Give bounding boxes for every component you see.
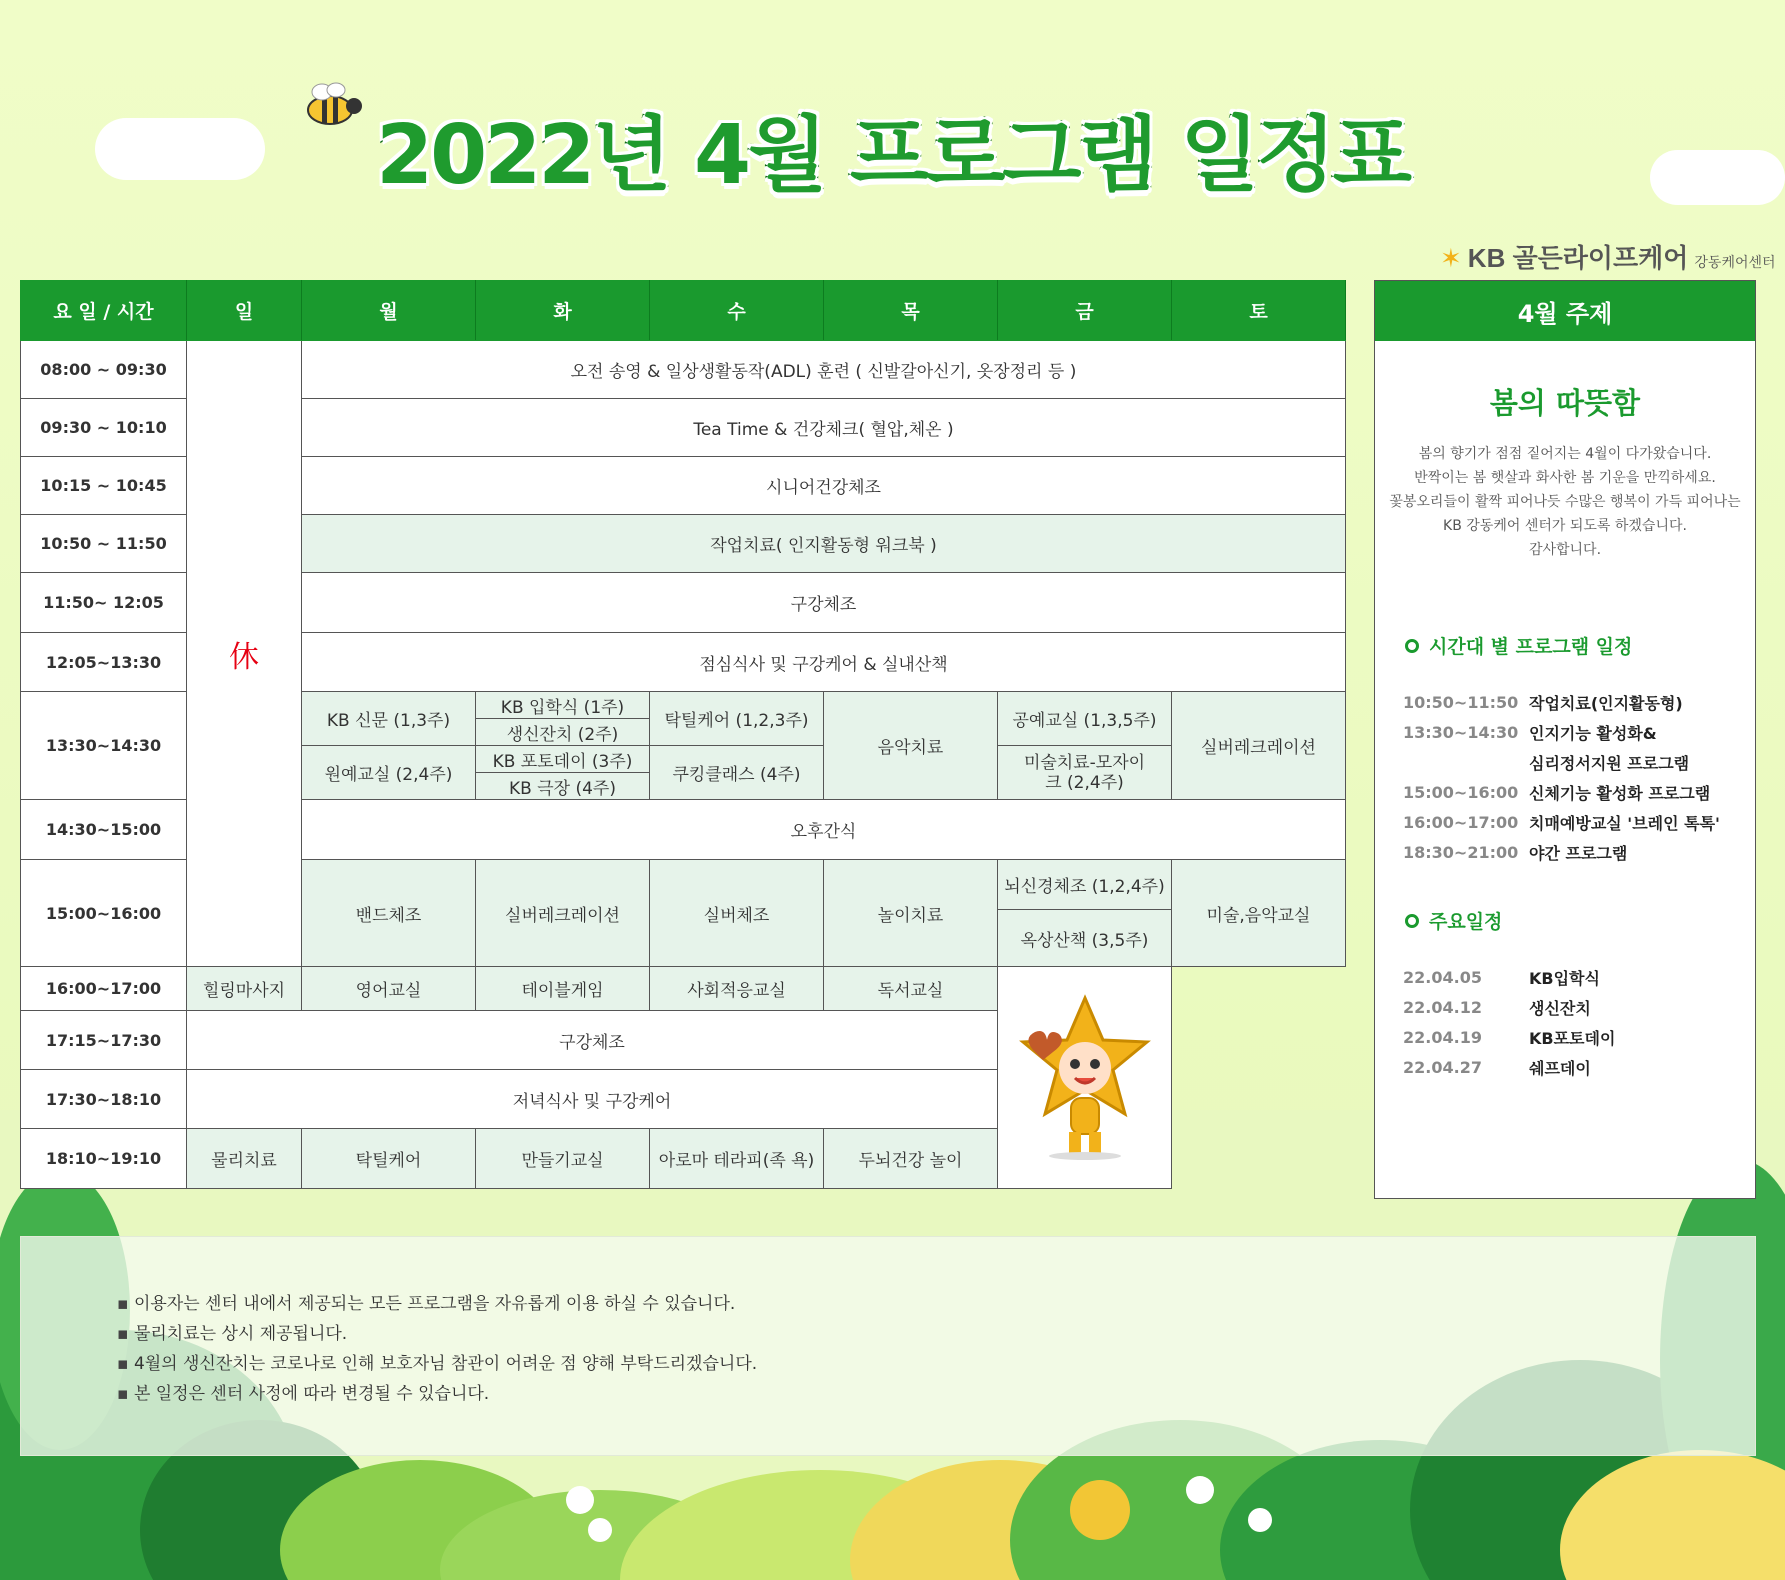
program-cell: 탁틸케어 (1,2,3주) <box>650 692 824 746</box>
program-cell: 영어교실 <box>302 967 476 1011</box>
notice-item: ▪ 4월의 생신잔치는 코로나로 인해 보호자님 참관이 어려운 점 양해 부탁드리겠습니다. <box>117 1349 1755 1379</box>
program-cell: 작업치료( 인지활동형 워크북 ) <box>302 515 1346 573</box>
events-heading-text: 주요일정 <box>1429 911 1503 933</box>
program-cell: 실버체조 <box>650 860 824 967</box>
circle-bullet-icon <box>1405 914 1419 928</box>
timeline-program: 신체기능 활성화 프로그램 <box>1529 783 1711 803</box>
table-row <box>21 341 1346 399</box>
program-cell: 음악치료 <box>824 692 998 800</box>
program-cell: KB 신문 (1,3주) <box>302 692 476 746</box>
program-cell: 아로마 테라피(족 욕) <box>650 1129 824 1189</box>
program-cell: 힐링마사지 <box>187 967 302 1011</box>
title-area <box>0 90 1785 207</box>
time-cell: 09:30 ~ 10:10 <box>21 399 187 457</box>
message-line: 반짝이는 봄 햇살과 화사한 봄 기운을 만끽하세요. <box>1414 470 1716 486</box>
kb-star-mascot-icon <box>1015 990 1155 1160</box>
event-date: 22.04.05 <box>1403 967 1482 987</box>
program-cell: Tea Time & 건강체크( 혈압,체온 ) <box>302 399 1346 457</box>
header-wed: 수 <box>650 281 824 341</box>
table-row <box>21 967 1346 1011</box>
panel-header: 4월 주제 <box>1375 281 1755 341</box>
message-line: 꽃봉오리들이 활짝 피어나듯 수많은 행복이 가득 피어나는 <box>1389 494 1741 510</box>
program-cell: 실버레크레이션 <box>476 860 650 967</box>
program-cell: 생신잔치 (2주) <box>476 719 650 746</box>
time-cell: 10:50 ~ 11:50 <box>21 515 187 573</box>
sunday-rest: 休 <box>187 341 302 967</box>
header-sun: 일 <box>187 281 302 341</box>
time-cell: 17:15~17:30 <box>21 1011 187 1070</box>
time-cell: 17:30~18:10 <box>21 1070 187 1129</box>
list-item <box>1403 992 1615 1022</box>
list-item <box>1403 807 1720 837</box>
list-item <box>1403 717 1720 747</box>
program-cell: 실버레크레이션 <box>1172 692 1346 800</box>
header-tue: 화 <box>476 281 650 341</box>
star-logo-icon: ✶ <box>1440 244 1462 274</box>
notice-list <box>21 1237 1755 1409</box>
brand-logo <box>1440 238 1776 275</box>
program-cell: 물리치료 <box>187 1129 302 1189</box>
header-mon: 월 <box>302 281 476 341</box>
time-cell: 11:50~ 12:05 <box>21 573 187 633</box>
timeline-time: 13:30~14:30 <box>1403 722 1519 742</box>
brand-sub: 강동케어센터 <box>1694 255 1776 271</box>
brand-name: KB 골든라이프케어 <box>1467 243 1689 273</box>
timeline-program: 작업치료(인지활동형) <box>1529 693 1683 713</box>
event-name: 쉐프데이 <box>1529 1058 1591 1078</box>
event-date: 22.04.27 <box>1403 1057 1482 1077</box>
message-line: KB 강동케어 센터가 되도록 하겠습니다. <box>1443 518 1687 534</box>
list-item <box>1403 777 1720 807</box>
program-cell: 만들기교실 <box>476 1129 650 1189</box>
program-cell: 원예교실 (2,4주) <box>302 746 476 800</box>
event-date: 22.04.12 <box>1403 997 1482 1017</box>
list-item <box>1403 1052 1615 1082</box>
program-cell: 밴드체조 <box>302 860 476 967</box>
list-item <box>1403 747 1720 777</box>
timeline-program: 인지기능 활성화& <box>1529 723 1657 743</box>
timeline-program: 치매예방교실 '브레인 톡톡' <box>1529 813 1720 833</box>
program-cell: 사회적응교실 <box>650 967 824 1011</box>
event-name: KB포토데이 <box>1529 1028 1616 1048</box>
timeline-time: 15:00~16:00 <box>1403 782 1519 802</box>
timeline-time: 18:30~21:00 <box>1403 842 1519 862</box>
list-item <box>1403 1022 1615 1052</box>
header-thu: 목 <box>824 281 998 341</box>
event-name: KB입학식 <box>1529 968 1600 988</box>
timeline-time: 10:50~11:50 <box>1403 692 1519 712</box>
program-cell: KB 극장 (4주) <box>476 773 650 800</box>
event-name: 생신잔치 <box>1529 998 1591 1018</box>
circle-bullet-icon <box>1405 639 1419 653</box>
theme-message <box>1375 442 1755 562</box>
program-cell: 놀이치료 <box>824 860 998 967</box>
mascot-cell <box>998 967 1172 1189</box>
notice-item: ▪ 이용자는 센터 내에서 제공되는 모든 프로그램을 자유롭게 이용 하실 수 있습니다. <box>117 1289 1755 1319</box>
notice-item: ▪ 물리치료는 상시 제공됩니다. <box>117 1319 1755 1349</box>
time-cell: 16:00~17:00 <box>21 967 187 1011</box>
program-cell: 미술치료-모자이크 (2,4주) <box>998 746 1172 800</box>
time-cell: 13:30~14:30 <box>21 692 187 800</box>
program-cell: 테이블게임 <box>476 967 650 1011</box>
schedule-table <box>20 280 1346 1189</box>
program-cell: 저녁식사 및 구강케어 <box>187 1070 998 1129</box>
page-title: 2022년 4월 프로그램 일정표 <box>376 108 1409 203</box>
program-cell: 공예교실 (1,3,5주) <box>998 692 1172 746</box>
program-cell: 구강체조 <box>187 1011 998 1070</box>
events-heading <box>1405 907 1755 934</box>
program-cell: 미술,음악교실 <box>1172 860 1346 967</box>
header-time: 요 일 / 시간 <box>21 281 187 341</box>
time-cell: 08:00 ~ 09:30 <box>21 341 187 399</box>
timeline-heading-text: 시간대 별 프로그램 일정 <box>1429 636 1633 658</box>
event-date: 22.04.19 <box>1403 1027 1482 1047</box>
message-line: 감사합니다. <box>1528 542 1602 558</box>
program-cell: 두뇌건강 놀이 <box>824 1129 998 1189</box>
time-cell: 15:00~16:00 <box>21 860 187 967</box>
theme-title: 봄의 따뜻함 <box>1489 386 1641 420</box>
timeline-list <box>1403 687 1720 867</box>
program-cell: KB 입학식 (1주) <box>476 692 650 719</box>
list-item <box>1403 837 1720 867</box>
time-cell: 14:30~15:00 <box>21 800 187 860</box>
program-cell: 뇌신경체조 (1,2,4주) <box>998 860 1172 910</box>
time-cell: 10:15 ~ 10:45 <box>21 457 187 515</box>
header-sat: 토 <box>1172 281 1346 341</box>
message-line: 봄의 향기가 점점 짙어지는 4월이 다가왔습니다. <box>1418 446 1712 462</box>
header-row <box>21 281 1346 341</box>
events-list <box>1403 962 1615 1082</box>
timeline-heading <box>1405 632 1755 659</box>
program-cell: 탁틸케어 <box>302 1129 476 1189</box>
timeline-program: 야간 프로그램 <box>1529 843 1628 863</box>
program-cell: 시니어건강체조 <box>302 457 1346 515</box>
program-cell: 쿠킹클래스 (4주) <box>650 746 824 800</box>
program-cell: 점심식사 및 구강케어 & 실내산책 <box>302 633 1346 692</box>
notice-item: ▪ 본 일정은 센터 사정에 따라 변경될 수 있습니다. <box>117 1379 1755 1409</box>
header-fri: 금 <box>998 281 1172 341</box>
notice-box <box>20 1236 1756 1456</box>
program-cell: 옥상산책 (3,5주) <box>998 910 1172 967</box>
timeline-time: 16:00~17:00 <box>1403 812 1519 832</box>
program-cell: 오전 송영 & 일상생활동작(ADL) 훈련 ( 신발갈아신기, 옷장정리 등 ) <box>302 341 1346 399</box>
list-item <box>1403 687 1720 717</box>
program-cell: KB 포토데이 (3주) <box>476 746 650 773</box>
time-cell: 18:10~19:10 <box>21 1129 187 1189</box>
time-cell: 12:05~13:30 <box>21 633 187 692</box>
theme-panel <box>1374 280 1756 1199</box>
timeline-time <box>1403 747 1529 777</box>
program-cell: 독서교실 <box>824 967 998 1011</box>
list-item <box>1403 962 1615 992</box>
timeline-program: 심리정서지원 프로그램 <box>1529 753 1690 773</box>
program-cell: 구강체조 <box>302 573 1346 633</box>
program-cell: 오후간식 <box>302 800 1346 860</box>
